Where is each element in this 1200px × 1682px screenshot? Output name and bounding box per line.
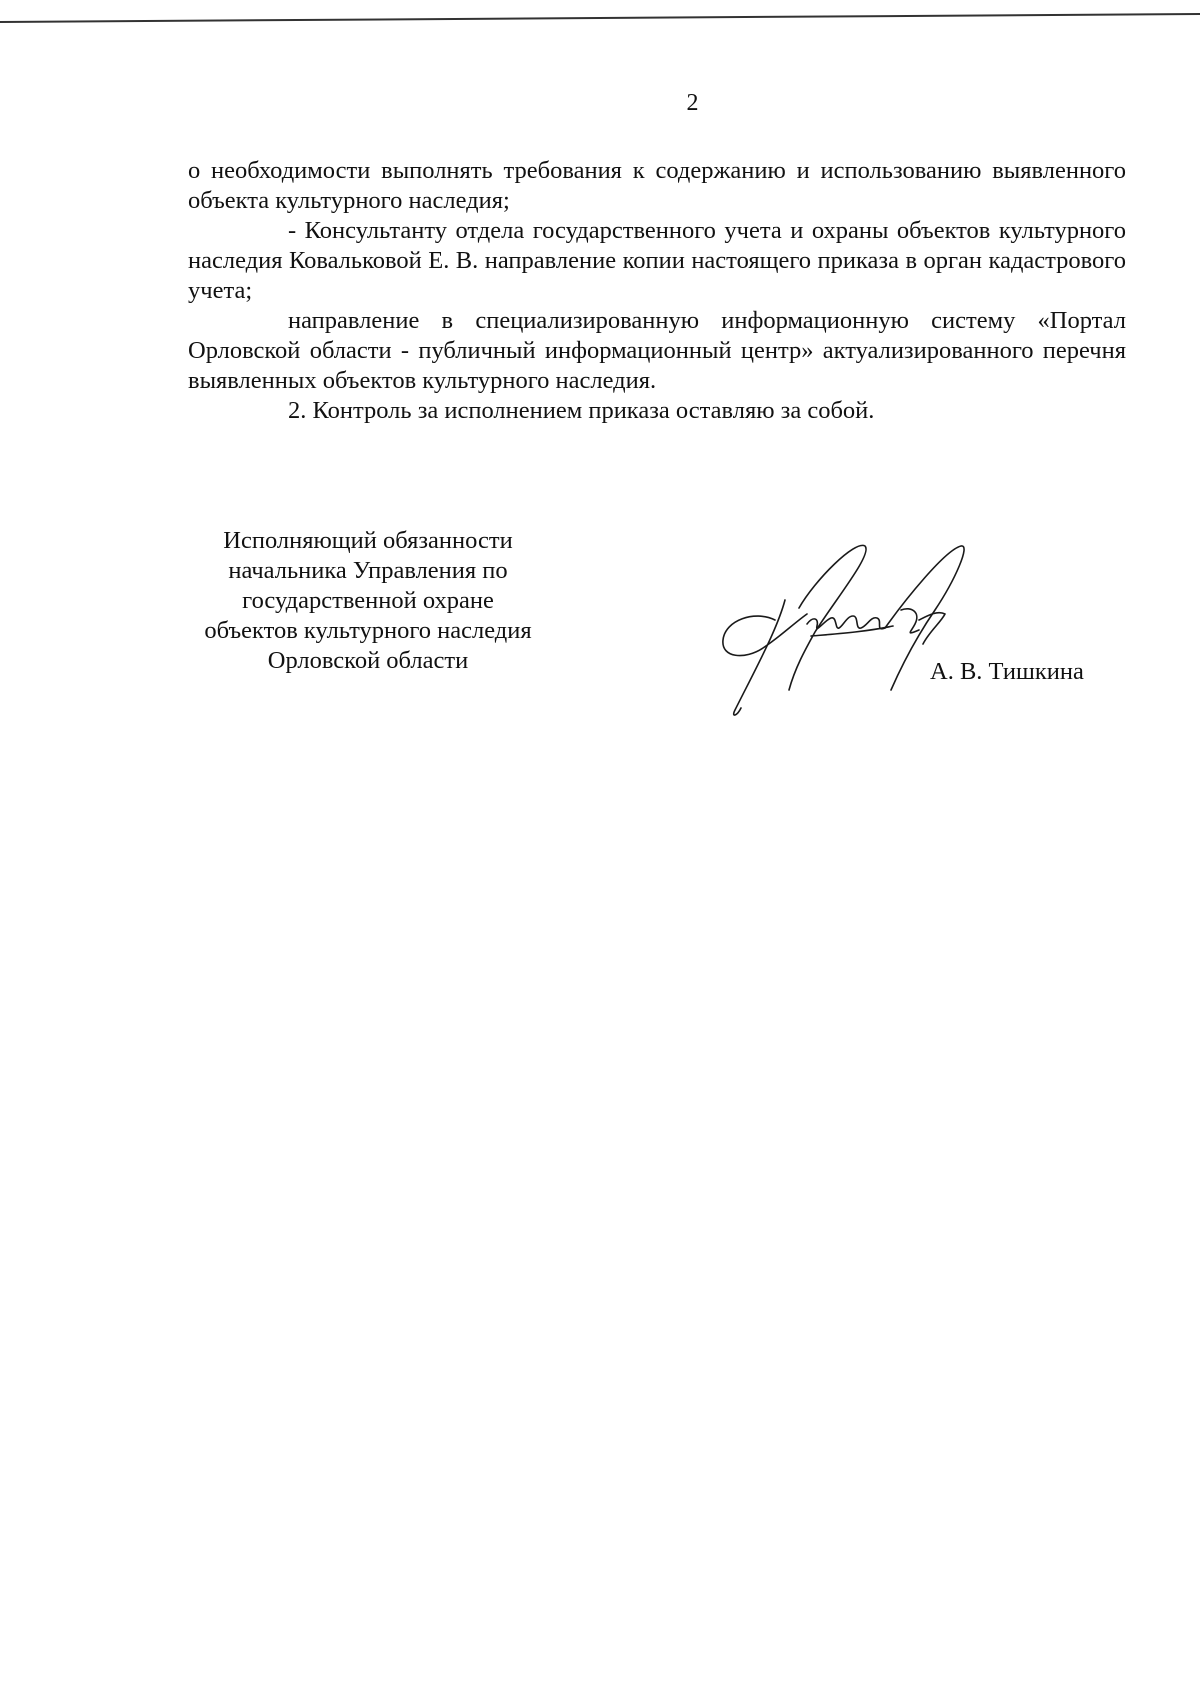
document-body [188,156,1126,426]
paragraph-1: о необходимости выполнять требования к содержанию и использованию выявленного объекта культурного наследия; [188,157,1126,214]
paragraph-3: направление в специализированную информационную систему «Портал Орловской области - публичный информационный центр» актуализированного перечня выявленных объектов культурного наследия. [188,307,1126,394]
signatory-title-line: начальника Управления по [228,557,508,584]
signatory-title-line: объектов культурного наследия [204,617,532,644]
scan-edge-line [0,0,1200,30]
signatory-title [168,526,568,676]
signer-name: А. В. Тишкина [930,658,1084,685]
handwritten-signature [715,540,1005,720]
paragraph-4: 2. Контроль за исполнением приказа оставляю за собой. [288,397,875,424]
paragraph-2: - Консультанту отдела государственного учета и охраны объектов культурного наследия Ковальковой Е. В. направление копии настоящего приказа в орган кадастрового учета; [188,217,1126,304]
signatory-title-line: Исполняющий обязанности [223,527,513,554]
signatory-title-line: государственной охране [242,587,494,614]
page-number: 2 [686,90,699,116]
signatory-title-line: Орловской области [267,647,469,674]
